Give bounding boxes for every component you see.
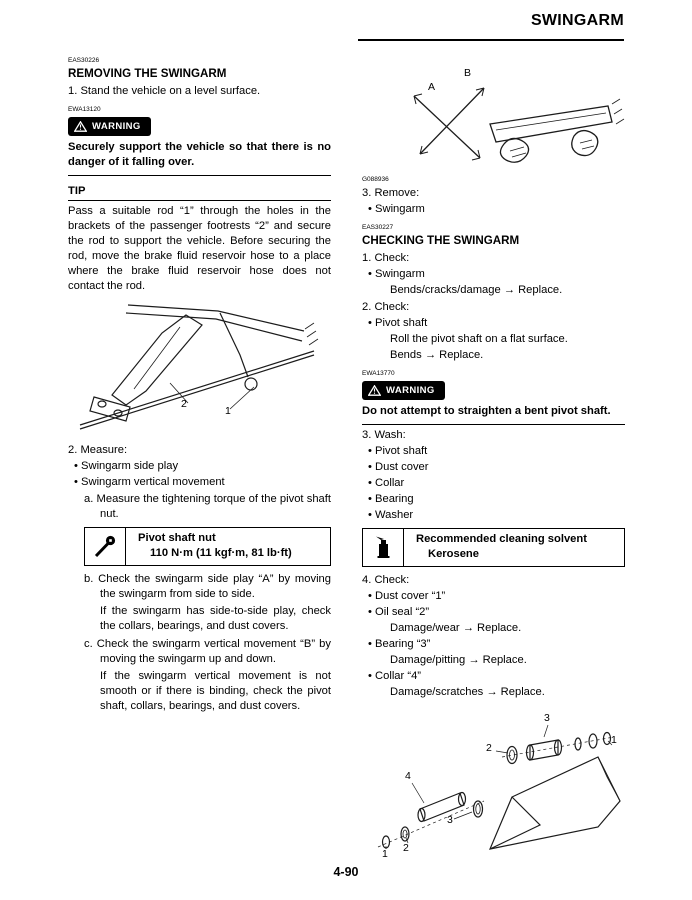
warning-triangle-icon: [74, 121, 87, 132]
swingarm-support-drawing: [68, 299, 330, 439]
spec-title: Pivot shaft nut: [138, 532, 216, 544]
check-result: Damage/wear → Replace.: [390, 622, 522, 634]
list-item: • Washer: [362, 508, 625, 523]
spec-value: 110 N·m (11 kgf·m, 81 lb·ft): [150, 547, 292, 559]
torque-spec-box: [84, 527, 331, 566]
list-item: • Bearing “3”: [362, 637, 625, 652]
step-measure: 2. Measure:: [68, 444, 128, 456]
step-check-1: 1. Check:: [362, 252, 410, 264]
removing-heading: REMOVING THE SWINGARM: [68, 67, 227, 80]
figure-callout: 3: [544, 712, 550, 724]
tip-text: Pass a suitable rod “1” through the holes in the brackets of the passenger footrests “2” and secure the rod to support the vehicle. Before securing the rod, move the brake fluid reservoir hose to a place where the brake fluid reservoir hose does not contact the rod.: [68, 205, 331, 292]
warning-text: Securely support the vehicle so that there is no danger of it falling over.: [68, 141, 331, 168]
substep-c-cont: If the swingarm vertical movement is not smooth or if there is binding, check the pivot shaft, collars, bearings, and dust covers.: [100, 670, 331, 712]
spec-icon-cell: [363, 529, 404, 566]
page-number: 4-90: [333, 865, 359, 879]
list-item: • Dust cover “1”: [362, 589, 625, 604]
check4-list: [362, 669, 625, 684]
check1-list: [362, 267, 625, 282]
spec-value: Kerosene: [428, 548, 479, 560]
cleaning-solvent-icon: [372, 535, 394, 561]
figure-code: G088936: [362, 176, 389, 183]
warning-block: [362, 378, 625, 425]
figure-swingarm-move-check: [362, 66, 625, 174]
check2-list: [362, 316, 625, 331]
list-item: • Swingarm side play: [68, 459, 331, 474]
figure-callout: B: [464, 67, 472, 79]
warning-label: WARNING: [386, 385, 435, 396]
list-item: • Dust cover: [362, 460, 625, 475]
page-title: SWINGARM: [530, 12, 624, 29]
figure-callout: 4: [405, 770, 411, 782]
tip-rule: [68, 200, 331, 201]
warning-badge: [68, 117, 151, 136]
check-result: Bends → Replace.: [390, 349, 484, 361]
figure-callout: 1: [611, 734, 617, 746]
figure-swingarm-support: [68, 299, 331, 441]
figure-callout: 1: [225, 405, 231, 417]
figure-swingarm-exploded: [362, 705, 625, 859]
spec-content: [126, 528, 330, 565]
list-item: • Swingarm: [362, 267, 625, 282]
step-wash: 3. Wash:: [362, 429, 406, 441]
check4-list: [362, 589, 625, 620]
list-item: • Oil seal “2”: [362, 605, 625, 620]
list-item: • Pivot shaft: [362, 444, 625, 459]
right-column: [362, 50, 625, 861]
substep-c: c. Check the swingarm vertical movement “B” by moving the swingarm up and down.: [84, 638, 331, 665]
step-check-4: 4. Check:: [362, 574, 410, 586]
content-columns: [68, 50, 625, 861]
list-item: • Collar “4”: [362, 669, 625, 684]
section-code: EAS30227: [362, 224, 394, 231]
remove-list: [362, 202, 625, 217]
substep-b-cont: If the swingarm has side-to-side play, check the collars, bearings, and dust covers.: [100, 605, 331, 632]
header-rule: [358, 39, 624, 41]
wash-list: [362, 444, 625, 523]
figure-callout: 1: [382, 848, 388, 860]
spec-title: Recommended cleaning solvent: [416, 533, 587, 545]
list-item: • Collar: [362, 476, 625, 491]
list-item: • Swingarm: [362, 202, 625, 217]
warning-text: Do not attempt to straighten a bent pivot shaft.: [362, 405, 611, 417]
swingarm-move-drawing: [362, 66, 626, 174]
warning-badge: [362, 381, 445, 400]
substep-b: b. Check the swingarm side play “A” by moving the swingarm from side to side.: [84, 573, 331, 600]
warning-code: EWA13120: [68, 106, 101, 113]
warning-code: EWA13770: [362, 370, 395, 377]
figure-callout: 2: [181, 398, 187, 410]
spec-content: [404, 529, 624, 566]
step-stand-vehicle: 1. Stand the vehicle on a level surface.: [68, 85, 261, 97]
torque-wrench-icon: [92, 534, 118, 560]
figure-callout: 2: [403, 842, 409, 854]
list-item: • Bearing: [362, 492, 625, 507]
check4-list: [362, 637, 625, 652]
figure-callout: A: [428, 81, 436, 93]
warning-block: [68, 114, 331, 176]
measure-list: [68, 459, 331, 490]
step-remove: 3. Remove:: [362, 187, 420, 199]
list-item: • Swingarm vertical movement: [68, 475, 331, 490]
warning-label: WARNING: [92, 121, 141, 132]
checking-heading: CHECKING THE SWINGARM: [362, 234, 520, 247]
tip-label: TIP: [68, 185, 86, 197]
list-item: • Pivot shaft: [362, 316, 625, 331]
step-check-2: 2. Check:: [362, 301, 410, 313]
check-result: Damage/scratches → Replace.: [390, 686, 545, 698]
check-result: Damage/pitting → Replace.: [390, 654, 527, 666]
warning-triangle-icon: [368, 385, 381, 396]
check-note: Roll the pivot shaft on a flat surface.: [390, 333, 568, 345]
swingarm-exploded-drawing: [362, 705, 626, 857]
spec-icon-cell: [85, 528, 126, 565]
section-code: EAS30226: [68, 57, 100, 64]
solvent-spec-box: [362, 528, 625, 567]
check-result: Bends/cracks/damage → Replace.: [390, 284, 563, 296]
figure-callout: 3: [447, 814, 453, 826]
substep-a: a. Measure the tightening torque of the pivot shaft nut.: [84, 493, 331, 520]
left-column: [68, 50, 331, 861]
figure-callout: 2: [486, 742, 492, 754]
